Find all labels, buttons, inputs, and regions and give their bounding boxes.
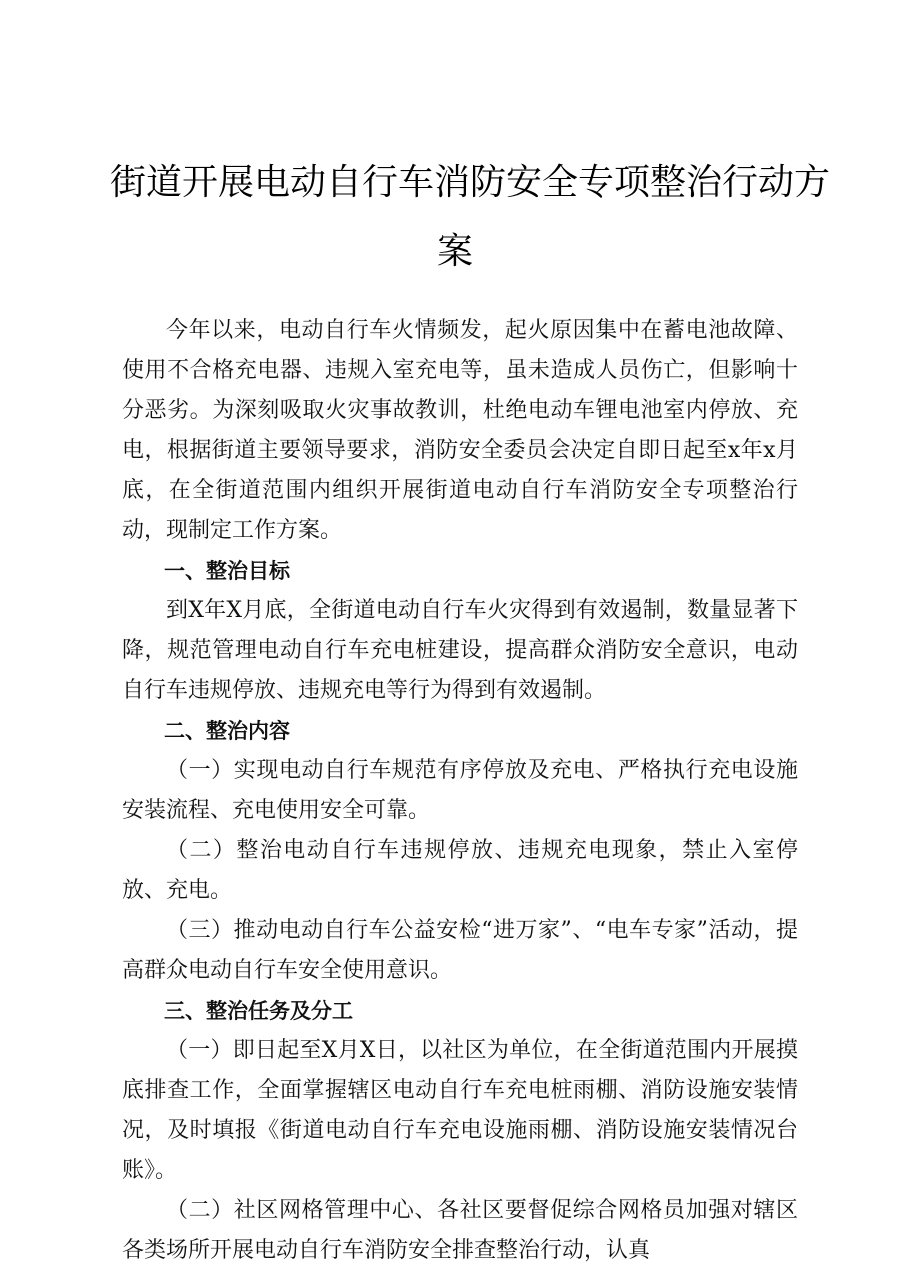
goals-paragraph: 到X年X月底，全街道电动自行车火灾得到有效遏制，数量显著下降，规范管理电动自行车充电桩建设，提高群众消防安全意识，电动自行车违规停放、违规充电等行为得到有效遏制。 — [122, 598, 798, 703]
section-heading-content: 二、整治内容 — [164, 719, 290, 743]
document-title-line-1: 街道开展电动自行车消防安全专项整治行动方 — [110, 162, 831, 203]
intro-paragraph: 今年以来，电动自行车火情频发，起火原因集中在蓄电池故障、使用不合格充电器、违规入室充电等，虽未造成人员伤亡，但影响十分恶劣。为深刻吸取火灾事故教训，杜绝电动车锂电池室内停放、充电，根据街道主要领导要求，消防安全委员会决定自即日起至x年x月底，在全街道范围内组织开展街道电动自行车消防安全专项整治行动，现制定工作方案。 — [122, 318, 798, 543]
content-paragraph-3: （三）推动电动自行车公益安检“进万家”、“电车专家”活动，提高群众电动自行车安全使用意识。 — [122, 918, 798, 983]
content-paragraph-2: （二）整治电动自行车违规停放、违规充电现象，禁止入室停放、充电。 — [122, 838, 798, 903]
content-paragraph-1: （一）实现电动自行车规范有序停放及充电、严格执行充电设施安装流程、充电使用安全可靠。 — [122, 758, 798, 823]
document-body — [122, 311, 798, 1271]
tasks-paragraph-1: （一）即日起至X月X日，以社区为单位，在全街道范围内开展摸底排查工作，全面掌握辖区电动自行车充电桩雨棚、消防设施安装情况，及时填报《街道电动自行车充电设施雨棚、消防设施安装情况台账》。 — [122, 1038, 798, 1183]
section-heading-tasks: 三、整治任务及分工 — [164, 999, 353, 1023]
tasks-paragraph-2: （二）社区网格管理中心、各社区要督促综合网格员加强对辖区各类场所开展电动自行车消防安全排查整治行动，认真 — [122, 1198, 798, 1263]
document-title-line-2: 案 — [436, 231, 473, 272]
section-heading-goals: 一、整治目标 — [164, 559, 290, 583]
